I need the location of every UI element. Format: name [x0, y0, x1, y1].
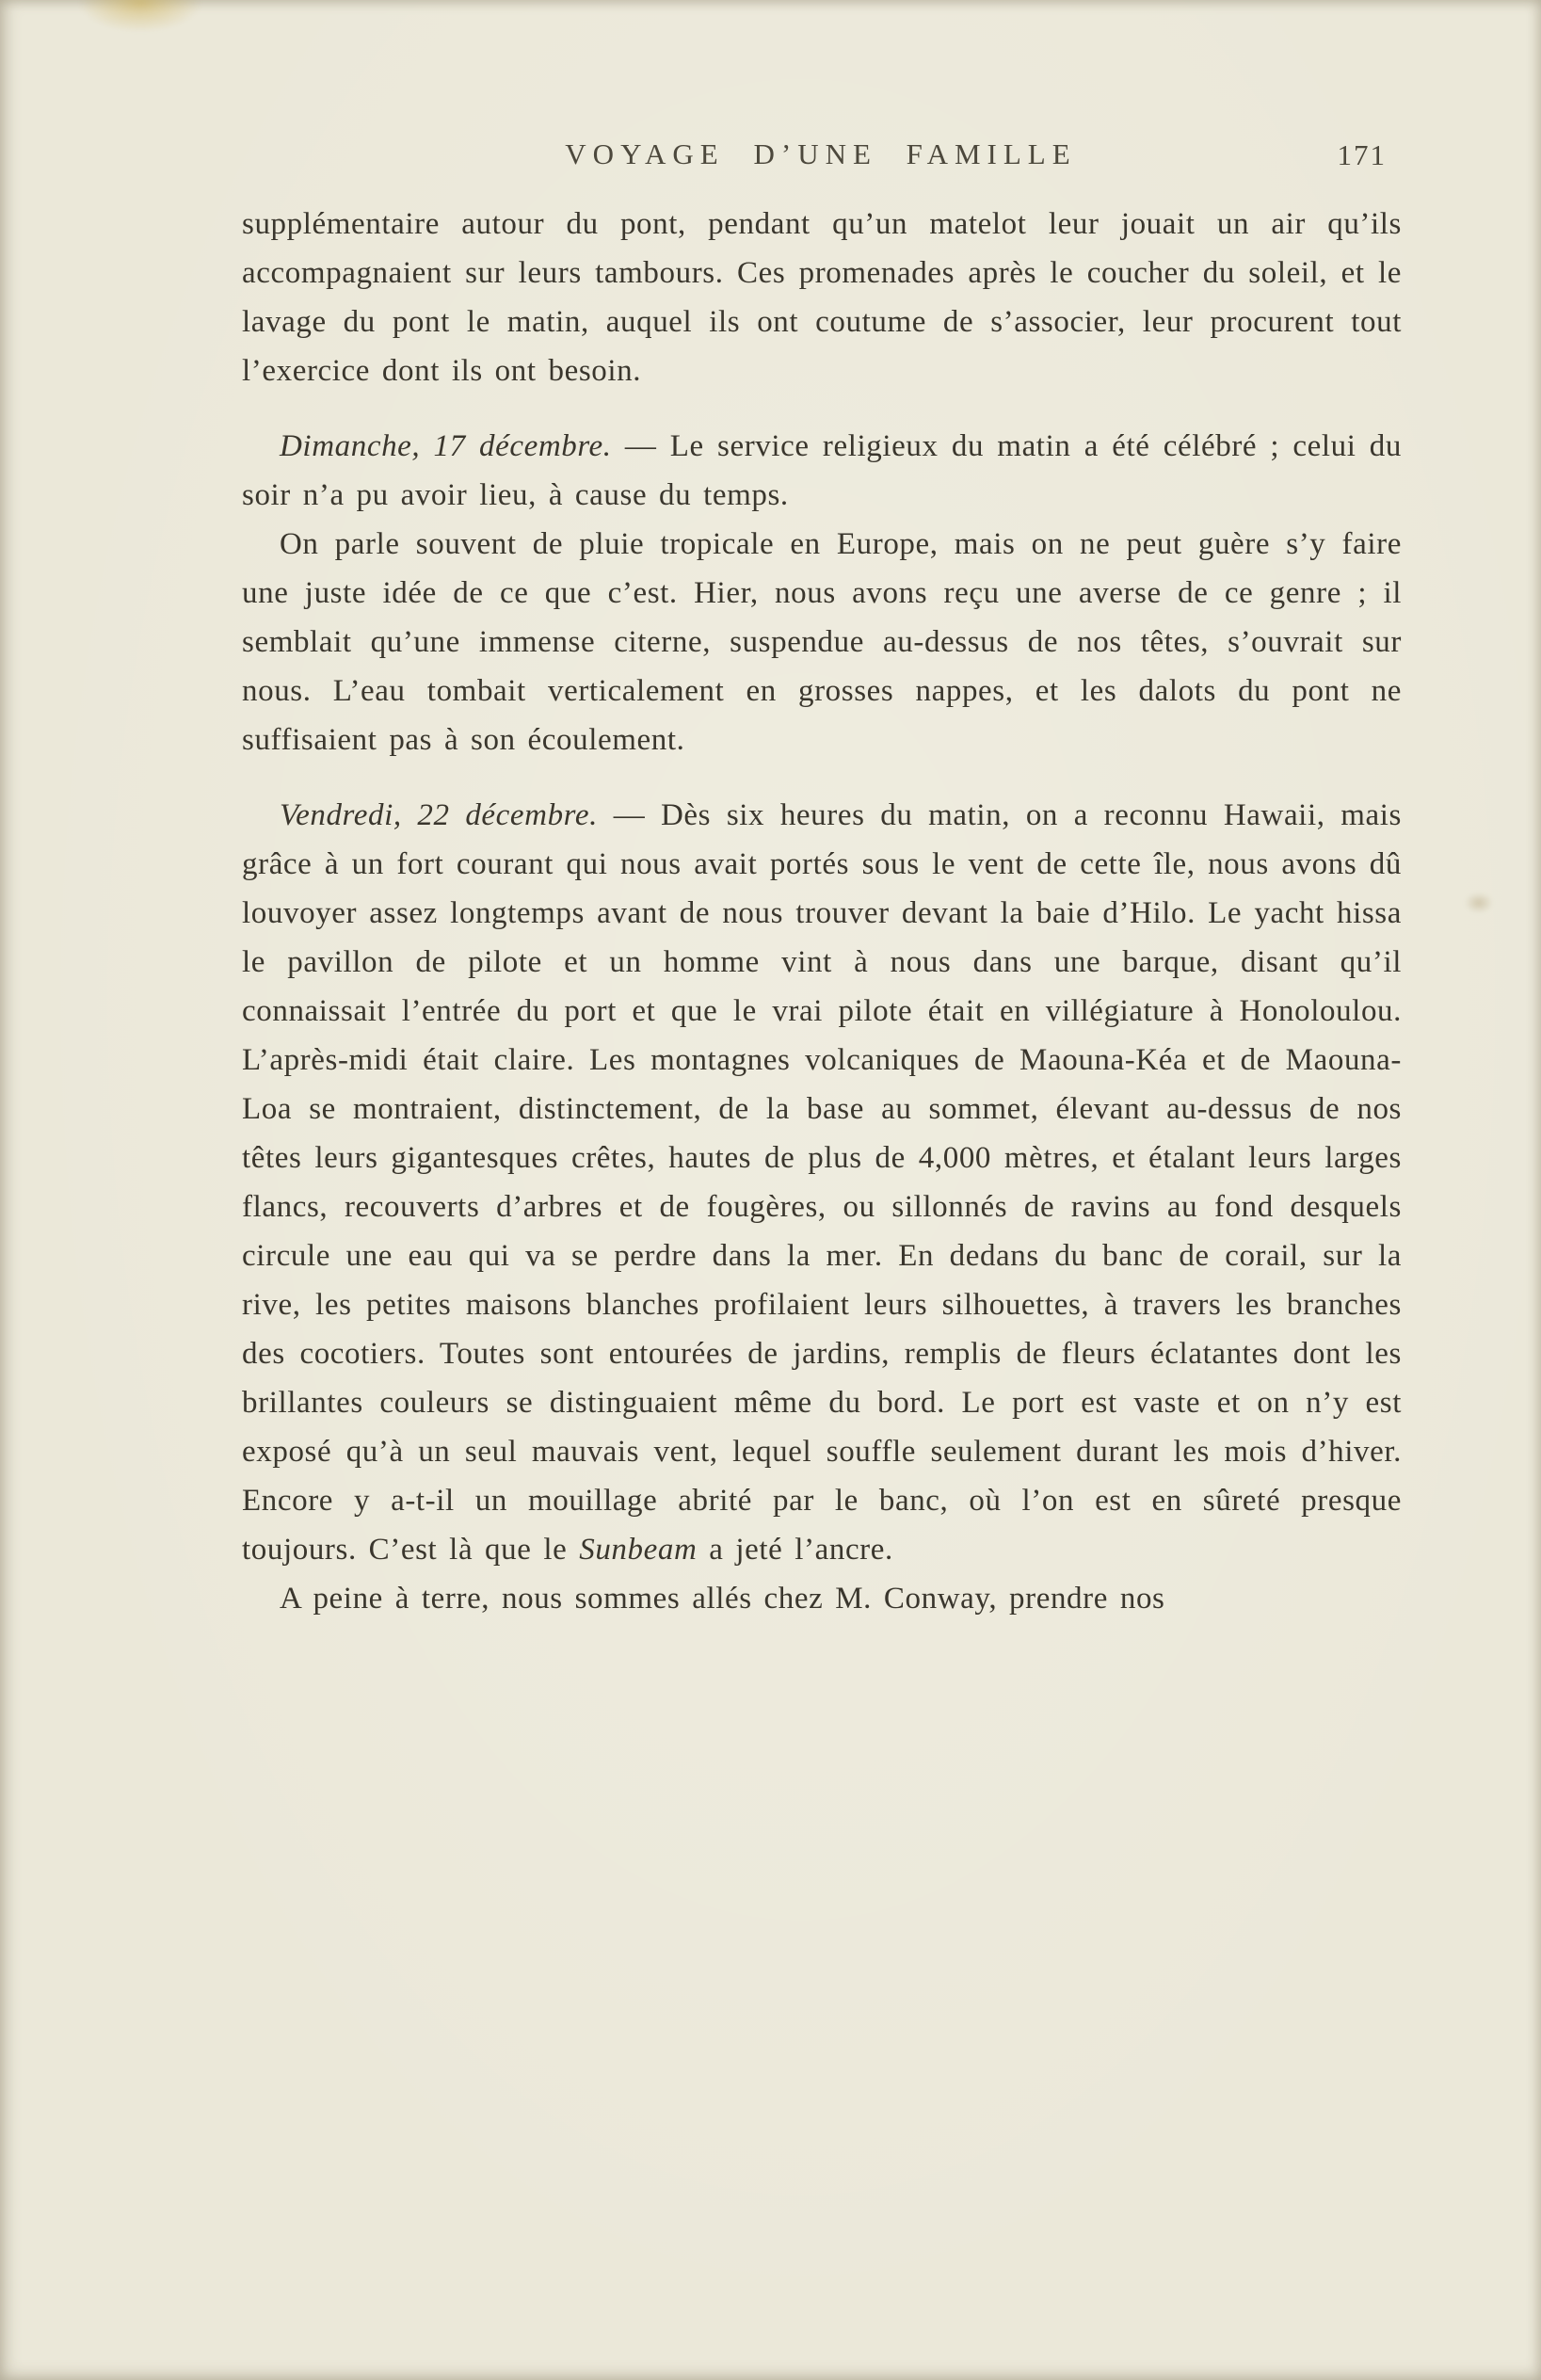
italic-phrase: Dimanche, 17 décembre.: [280, 429, 612, 463]
paragraph: [242, 200, 1402, 395]
paper-stain: [79, 0, 201, 32]
paragraph: [242, 1574, 1402, 1623]
paragraph: [242, 791, 1402, 1574]
body-text: supplémentaire autour du pont, pendant qu’un matelot leur jouait un air qu’ils accompagnaient sur leurs tambours. Ces promenades après le coucher du soleil, et le lavage du pont le matin, auquel ils ont coutume de s’associer, leur procurent tout l’exercice dont ils ont besoin.: [242, 207, 1402, 388]
text-block: [242, 200, 1402, 1623]
italic-phrase: Vendredi, 22 décembre.: [280, 798, 599, 832]
paragraph: [242, 422, 1402, 520]
running-header: [242, 137, 1400, 171]
paper-speck: [1465, 892, 1493, 913]
body-text: — Le service religieux du matin a été célébré ; celui du soir n’a pu avoir lieu, à cause du temps.: [242, 429, 1402, 512]
body-text: — Dès six heures du matin, on a reconnu Hawaii, mais grâce à un fort courant qui nous avait portés sous le vent de cette île, nous avons dû louvoyer assez longtemps avant de nous trouver devant la baie d’Hilo. Le yacht hissa le pavillon de pilote et un homme vint à nous dans une barque, disant qu’il connaissait l’entrée du port et que le vrai pilote était en villégiature à Honoloulou. L’après-midi était claire. Les montagnes volcaniques de Maouna-Kéa et de Maouna-Loa se montraient, distinctement, de la base au sommet, élevant au-dessus de nos têtes leurs gigantesques crêtes, hautes de plus de 4,000 mètres, et étalant leurs larges flancs, recouverts d’arbres et de fougères, ou sillonnés de ravins au fond desquels circule une eau qui va se perdre dans la mer. En dedans du banc de corail, sur la rive, les petites maisons blanches profilaient leurs silhouettes, à travers les branches des cocotiers. Toutes sont entourées de jardins, remplis de fleurs éclatantes dont les brillantes couleurs se distinguaient même du bord. Le port est vaste et on n’y est exposé qu’à un seul mauvais vent, lequel souffle seulement durant les mois d’hiver. Encore y a-t-il un mouillage abrité par le banc, où l’on est en sûreté presque toujours. C’est là que le: [242, 798, 1402, 1567]
page-number: 171: [1337, 138, 1387, 171]
body-text: A peine à terre, nous sommes allés chez M. Conway, prendre nos: [280, 1582, 1165, 1616]
paragraph: [242, 520, 1402, 764]
body-text: On parle souvent de pluie tropicale en Europe, mais on ne peut guère s’y faire une juste idée de ce que c’est. Hier, nous avons reçu une averse de ce genre ; il semblait qu’une immense citerne, suspendue au-dessus de nos têtes, s’ouvrait sur nous. L’eau tombait verticalement en grosses nappes, et les dalots du pont ne suffisaient pas à son écoulement.: [242, 527, 1402, 757]
italic-phrase: Sunbeam: [579, 1533, 698, 1567]
body-text: a jeté l’ancre.: [697, 1533, 893, 1567]
book-title-header: VOYAGE D’UNE FAMILLE: [565, 137, 1077, 170]
